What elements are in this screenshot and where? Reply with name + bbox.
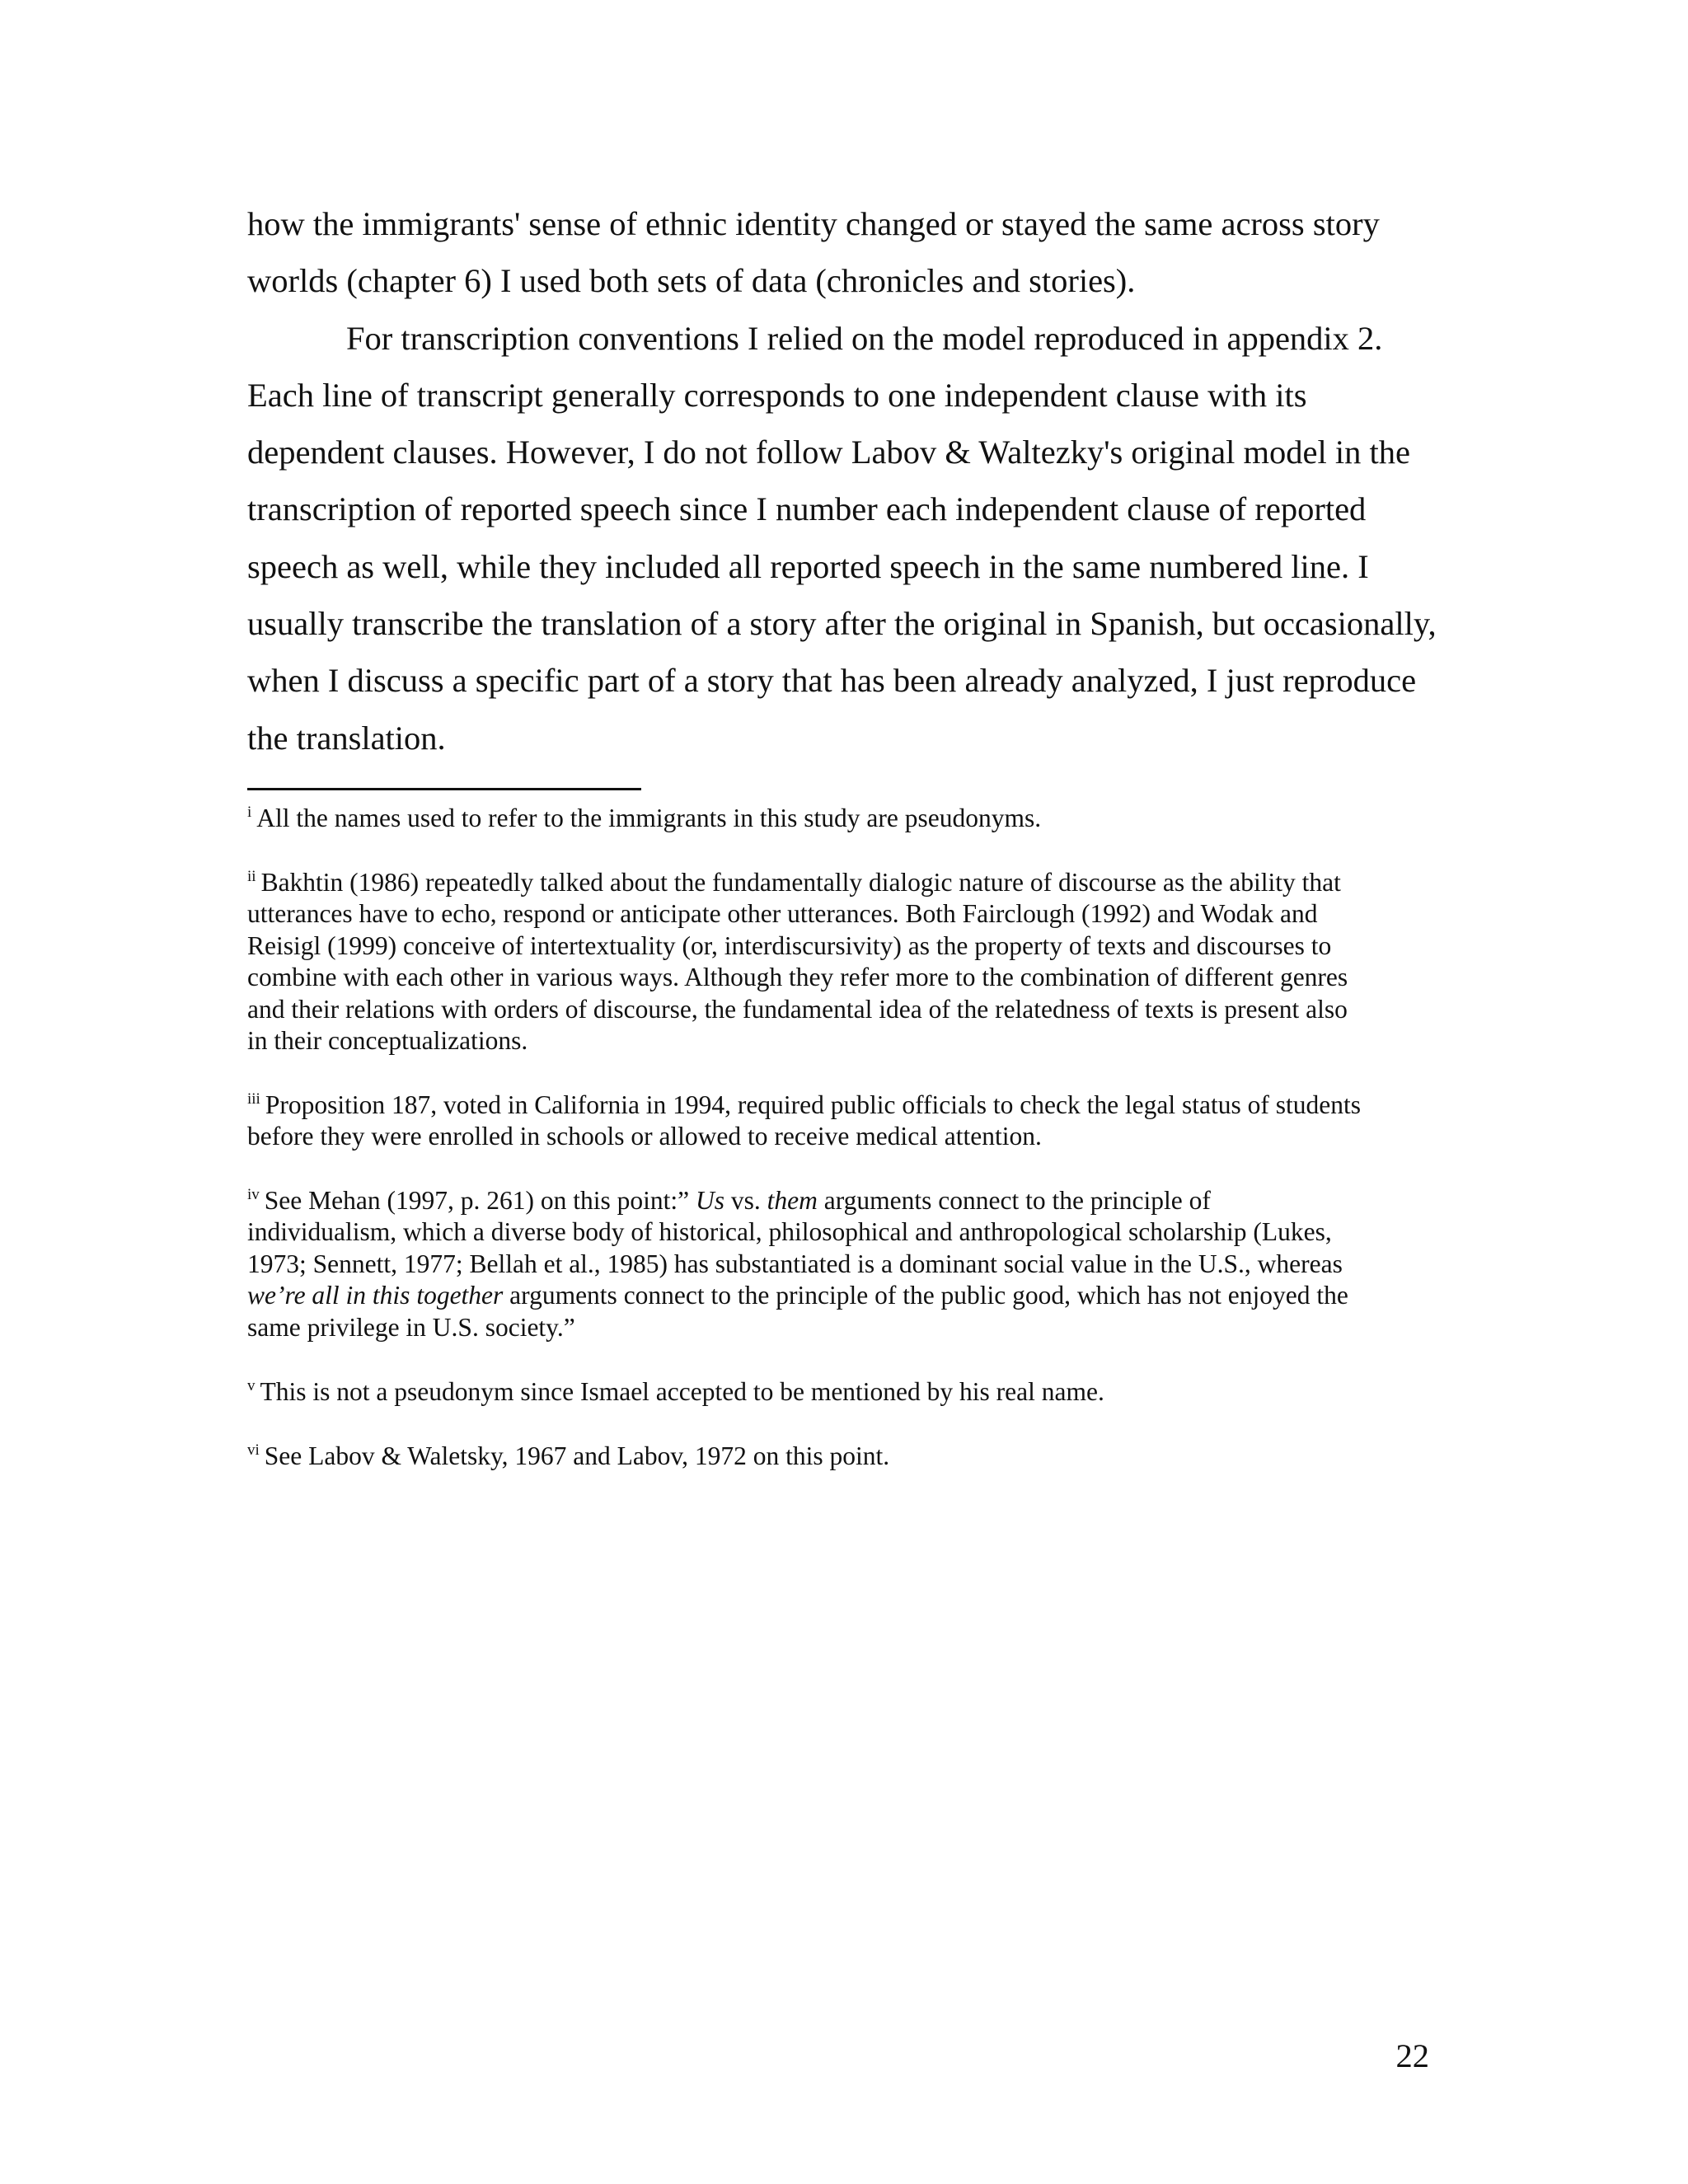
- footnote-marker: iv: [247, 1186, 260, 1203]
- body-line: Each line of transcript generally corresponds to one independent clause with its: [247, 376, 1307, 414]
- footnote-line: [247, 1280, 1452, 1311]
- footnote-line: [247, 1441, 1452, 1472]
- footnote-text: See Labov & Waletsky, 1967 and Labov, 1972 on this point.: [264, 1441, 890, 1470]
- footnote-line: [247, 803, 1452, 834]
- footnote-line: Reisigl (1999) conceive of intertextuality (or, interdiscursivity) as the property of texts and discourses to: [247, 930, 1332, 960]
- footnote-text: arguments connect to the principle of the public good, which has not enjoyed the: [503, 1281, 1348, 1310]
- page-number: 22: [1395, 2037, 1429, 2074]
- footnote-text: Bakhtin (1986) repeatedly talked about the fundamentally dialogic nature of discourse as the ability that: [260, 868, 1341, 897]
- footnote-marker: vi: [247, 1441, 260, 1459]
- footnote-line: [247, 1185, 1452, 1216]
- body-line: when I discuss a specific part of a story that has been already analyzed, I just reproduce: [247, 662, 1417, 700]
- body-line: dependent clauses. However, I do not follow Labov & Waltezky's original model in the: [247, 434, 1410, 471]
- footnote-vi: [247, 1441, 1452, 1472]
- footnote-line: combine with each other in various ways. Although they refer more to the combination of different genres: [247, 963, 1348, 992]
- footnote-emphasis: we’re all in this together: [247, 1281, 504, 1310]
- footnote-line: utterances have to echo, respond or anticipate other utterances. Both Fairclough (1992) and Wodak and: [247, 899, 1318, 929]
- footnote-emphasis: them: [767, 1186, 818, 1215]
- footnote-line: 1973; Sennett, 1977; Bellah et al., 1985) has substantiated is a dominant social value in the U.S., whereas: [247, 1249, 1343, 1278]
- footnote-marker: v: [247, 1377, 256, 1394]
- footnote-text: vs.: [724, 1186, 767, 1215]
- footnote-line: same privilege in U.S. society.”: [247, 1312, 575, 1342]
- footnote-line: [247, 1090, 1452, 1121]
- body-line: the translation.: [247, 719, 446, 757]
- body-line: transcription of reported speech since I number each independent clause of reported: [247, 490, 1367, 528]
- body-text: [247, 195, 1452, 766]
- footnote-separator: [247, 788, 641, 790]
- body-line: speech as well, while they included all reported speech in the same numbered line. I: [247, 547, 1369, 585]
- footnote-v: [247, 1376, 1452, 1408]
- footnote-line: before they were enrolled in schools or allowed to receive medical attention.: [247, 1122, 1042, 1151]
- footnote-marker: iii: [247, 1090, 260, 1108]
- body-line: For transcription conventions I relied on the model reproduced in appendix 2.: [346, 319, 1383, 357]
- footnote-text: All the names used to refer to the immigrants in this study are pseudonyms.: [256, 804, 1042, 832]
- footnote-text: This is not a pseudonym since Ismael accepted to be mentioned by his real name.: [260, 1377, 1104, 1406]
- footnote-marker: i: [247, 804, 252, 821]
- footnote-line: [247, 1376, 1452, 1408]
- footnote-line: and their relations with orders of discourse, the fundamental idea of the relatedness of texts is present also: [247, 994, 1348, 1024]
- footnote-line: individualism, which a diverse body of historical, philosophical and anthropological scholarship (Lukes,: [247, 1217, 1332, 1247]
- footnote-iv: [247, 1185, 1452, 1343]
- footnote-text: Proposition 187, voted in California in 1994, required public officials to check the legal status of students: [265, 1090, 1362, 1119]
- body-line: usually transcribe the translation of a story after the original in Spanish, but occasionally,: [247, 605, 1437, 643]
- footnote-line: [247, 867, 1452, 898]
- footnote-text: See Mehan (1997, p. 261) on this point:”: [264, 1186, 696, 1215]
- footnote-marker: ii: [247, 868, 256, 885]
- footnote-text: arguments connect to the principle of: [817, 1186, 1211, 1215]
- footnote-i: [247, 803, 1452, 834]
- footnote-emphasis: Us: [695, 1186, 724, 1215]
- body-line: worlds (chapter 6) I used both sets of data (chronicles and stories).: [247, 262, 1136, 300]
- footnote-iii: [247, 1090, 1452, 1153]
- footnote-ii: [247, 867, 1452, 1057]
- body-line: how the immigrants' sense of ethnic identity changed or stayed the same across story: [247, 205, 1380, 242]
- footnote-line: in their conceptualizations.: [247, 1026, 528, 1056]
